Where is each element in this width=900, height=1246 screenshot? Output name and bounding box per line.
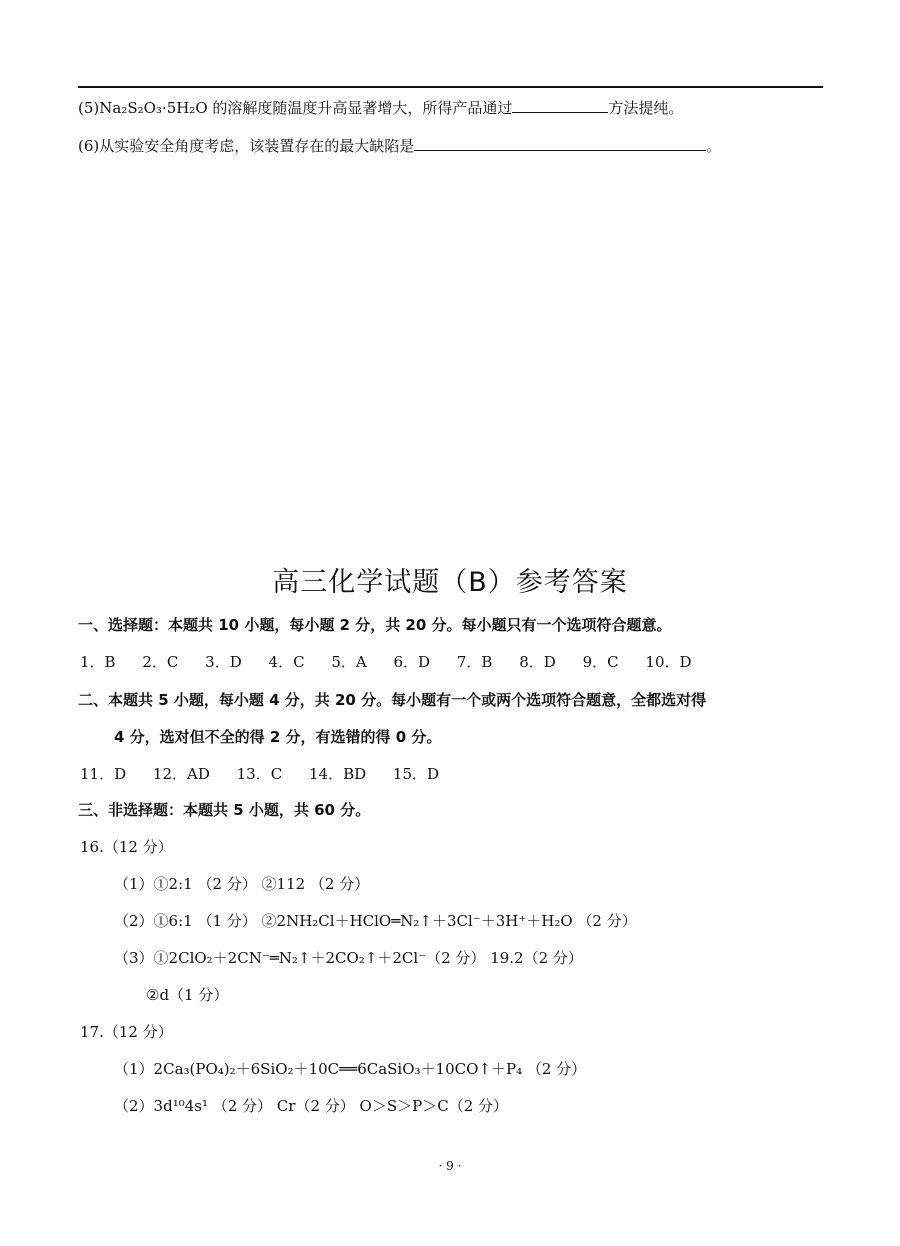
answer-14: 14．BD — [309, 765, 367, 783]
question-6 — [78, 136, 721, 156]
section-2-heading-line1: 二、本题共 5 小题，每小题 4 分，共 20 分。每小题有一个或两个选项符合题意，全都选对得 — [78, 691, 707, 709]
question-6-blank[interactable] — [414, 136, 706, 151]
section-2-heading-line2: 4 分，选对但不全的得 2 分，有选错的得 0 分。 — [114, 728, 442, 746]
question-16-part-3: （3）①2ClO₂＋2CN⁻═N₂↑＋2CO₂↑＋2Cl⁻（2 分） 19.2（2 分） — [114, 949, 583, 967]
answer-12: 12．AD — [152, 765, 210, 783]
question-16-part-1: （1）①2:1 （2 分） ②112 （2 分） — [114, 875, 370, 893]
question-16-header: 16.（12 分） — [80, 838, 173, 856]
question-6-suffix: 。 — [706, 137, 722, 155]
section-1-answers — [80, 652, 714, 672]
answer-15: 15．D — [392, 765, 440, 783]
question-17-part-2: （2）3d¹⁰4s¹ （2 分） Cr（2 分） O＞S＞P＞C（2 分） — [114, 1097, 509, 1115]
page-number: · 9 · — [438, 1159, 462, 1173]
question-17-part-1: （1）2Ca₃(PO₄)₂＋6SiO₂＋10C══6CaSiO₃＋10CO↑＋P₄ （2 分） — [114, 1060, 587, 1078]
answer-8: 8．D — [519, 653, 556, 671]
question-5-blank[interactable] — [512, 98, 608, 113]
answer-3: 3．D — [205, 653, 242, 671]
section-3-heading: 三、非选择题：本题共 5 小题，共 60 分。 — [78, 801, 371, 819]
question-16-part-2: （2）①6:1 （1 分） ②2NH₂Cl＋HClO═N₂↑＋3Cl⁻＋3H⁺＋H₂O （2 分） — [114, 912, 637, 930]
answer-1: 1．B — [80, 653, 116, 671]
answer-7: 7．B — [456, 653, 493, 671]
answer-11: 11．D — [80, 765, 127, 783]
section-1-heading: 一、选择题：本题共 10 小题，每小题 2 分，共 20 分。每小题只有一个选项符合题意。 — [78, 616, 672, 634]
question-5-text: (5)Na₂S₂O₃·5H₂O 的溶解度随温度升高显著增大，所得产品通过 — [78, 99, 513, 117]
answer-9: 9．C — [582, 653, 619, 671]
question-5 — [78, 98, 683, 118]
answer-6: 6．D — [393, 653, 431, 671]
question-6-text: (6)从实验安全角度考虑，该装置存在的最大缺陷是 — [78, 137, 415, 155]
question-16-part-3b: ②d（1 分） — [146, 986, 229, 1004]
section-2-answers — [80, 764, 461, 784]
question-17-header: 17.（12 分） — [80, 1023, 173, 1041]
answer-10: 10．D — [645, 653, 692, 671]
answer-2: 2．C — [142, 653, 179, 671]
question-5-suffix: 方法提纯。 — [608, 99, 684, 117]
answer-13: 13．C — [236, 765, 283, 783]
answer-5: 5．A — [331, 653, 367, 671]
answer-4: 4．C — [268, 653, 305, 671]
page-title: 高三化学试题（B）参考答案 — [272, 567, 628, 598]
header-rule — [78, 86, 823, 88]
